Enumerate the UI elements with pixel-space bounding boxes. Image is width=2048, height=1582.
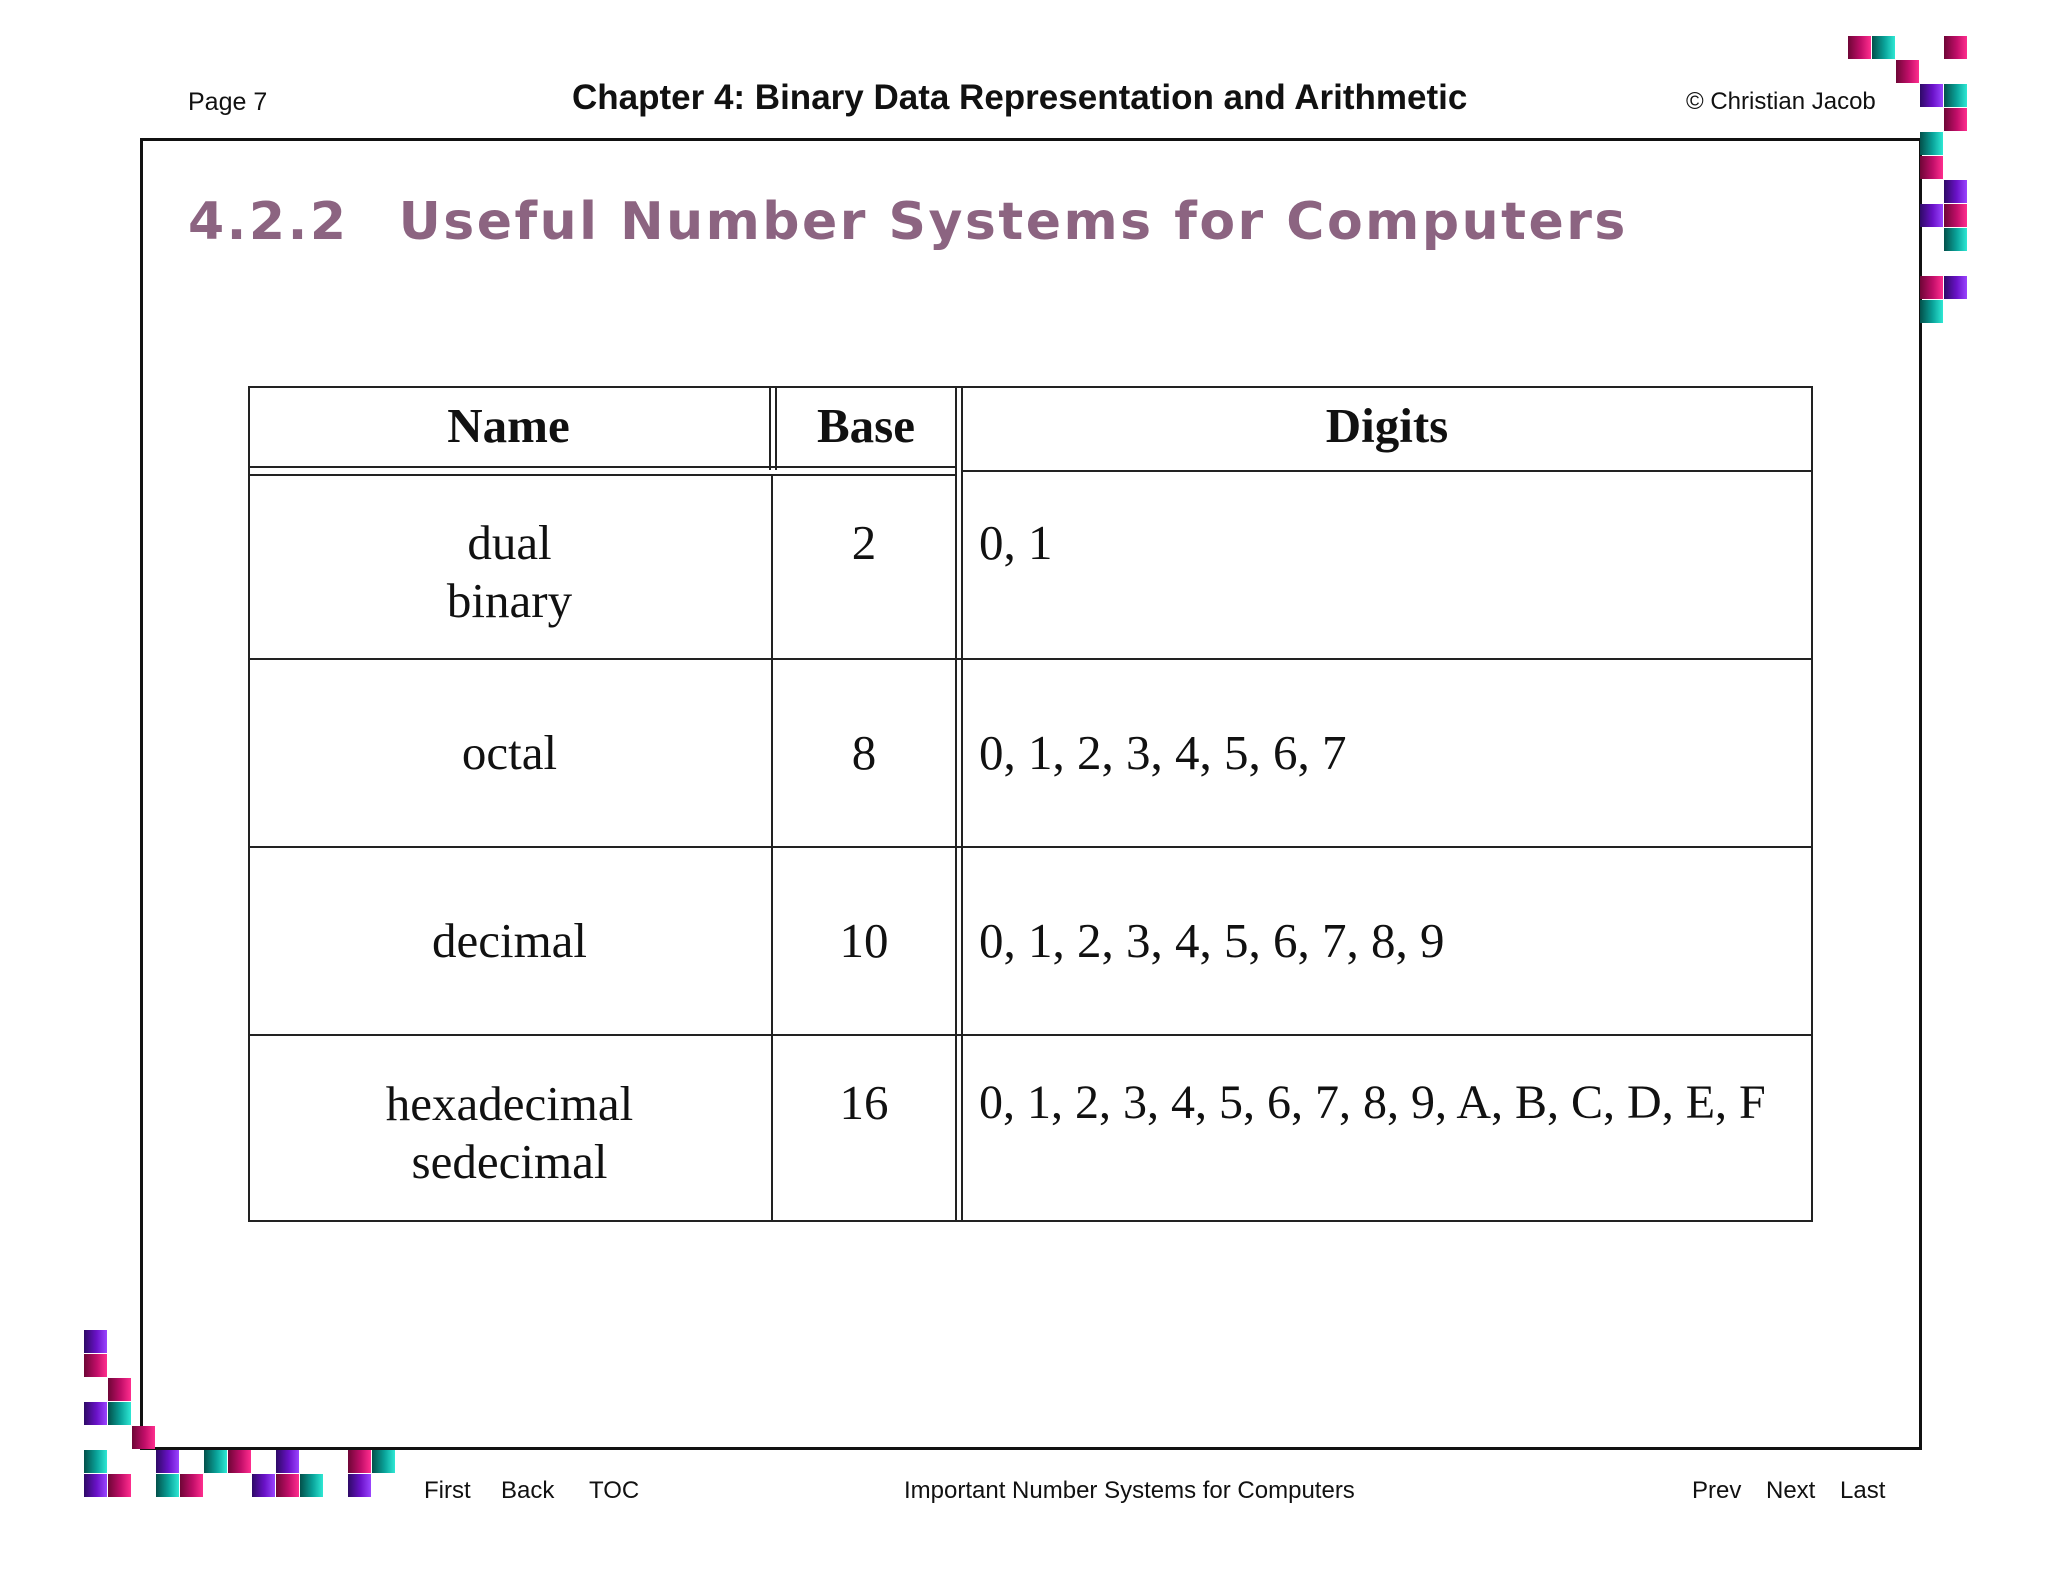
table-cell-name: decimal: [431, 913, 588, 968]
table-cell-name: octal: [461, 725, 558, 780]
last-link[interactable]: Last: [1840, 1477, 1886, 1504]
section-number: 4.2.2: [188, 192, 349, 252]
table-cell-base: 16: [839, 1075, 889, 1130]
prev-link[interactable]: Prev: [1692, 1477, 1742, 1504]
next-link[interactable]: Next: [1766, 1477, 1816, 1504]
first-link[interactable]: First: [424, 1477, 471, 1504]
header-base: Base: [817, 398, 915, 453]
section-title: Useful Number Systems for Computers: [398, 192, 1628, 252]
table-cell-name: hexadecimal sedecimal: [385, 1076, 634, 1189]
back-link[interactable]: Back: [501, 1477, 555, 1504]
toc-link[interactable]: TOC: [589, 1477, 640, 1504]
footer-title: Important Number Systems for Computers: [904, 1477, 1355, 1504]
table-cell-digits: 0, 1, 2, 3, 4, 5, 6, 7: [979, 725, 1347, 780]
header-name: Name: [447, 398, 570, 453]
page-number: Page 7: [188, 88, 268, 116]
table-cell-base: 2: [851, 515, 877, 570]
table-cell-name: dual binary: [446, 515, 573, 628]
section-heading: [188, 192, 1628, 252]
chapter-title: Chapter 4: Binary Data Representation and Arithmetic: [572, 78, 1468, 117]
table-cell-base: 10: [839, 913, 889, 968]
table-cell-digits: 0, 1: [979, 515, 1053, 570]
header-digits: Digits: [1325, 398, 1449, 453]
table-cell-base: 8: [851, 725, 877, 780]
table-cell-digits: 0, 1, 2, 3, 4, 5, 6, 7, 8, 9: [979, 913, 1445, 968]
number-systems-table: [248, 386, 1813, 1222]
copyright-notice: © Christian Jacob: [1686, 88, 1876, 115]
table-cell-digits: 0, 1, 2, 3, 4, 5, 6, 7, 8, 9, A, B, C, D, E, F: [979, 1076, 1766, 1129]
